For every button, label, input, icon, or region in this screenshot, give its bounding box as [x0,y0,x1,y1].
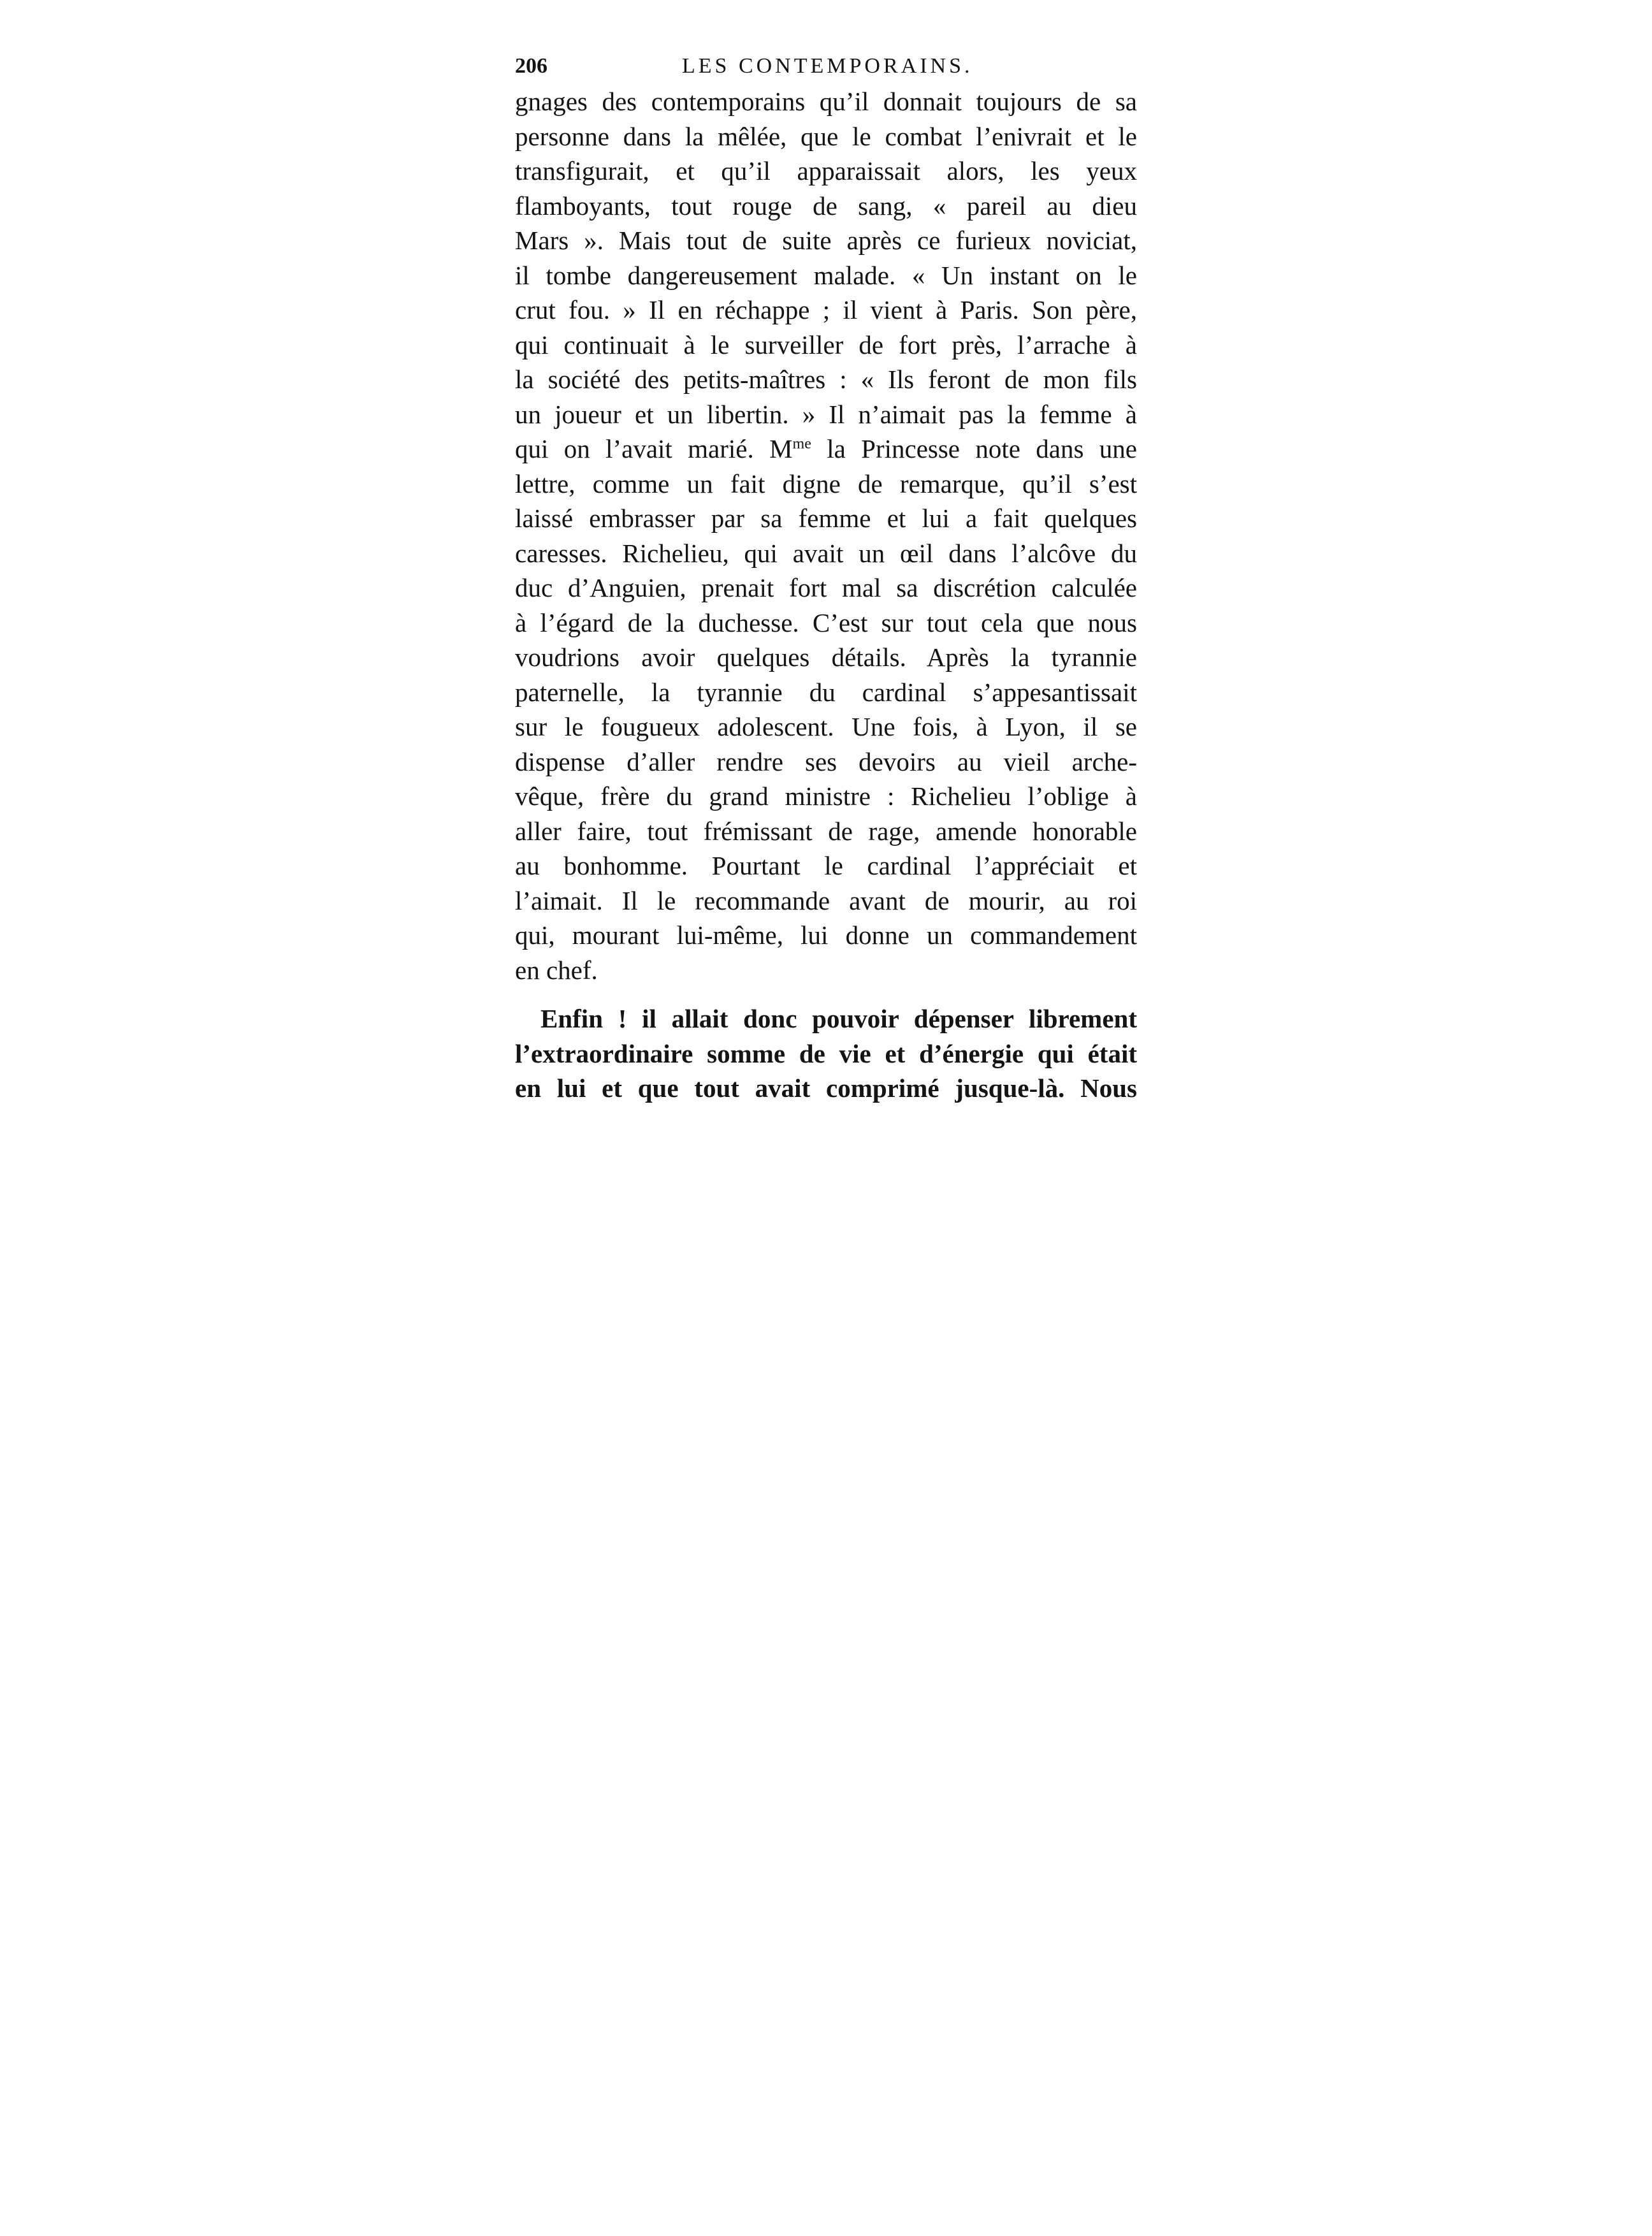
paragraph-gap [515,987,1137,1001]
text-line: en chef. [515,955,598,985]
text-line: personne dans la mêlée, que le combat l’enivrait et le [515,121,1137,151]
text-line-mme [515,432,1137,467]
text-line: lettre, comme un fait digne de remarque, qu’il s’est [515,468,1137,498]
text-line: en lui et que tout avait comprimé jusque-là. Nous [515,1073,1137,1103]
text-line: gnages des contemporains qu’il donnait toujours de sa [515,87,1137,116]
text-line: à l’égard de la duchesse. C’est sur tout cela que nous [515,607,1137,637]
text-line: crut fou. » Il en réchappe ; il vient à Paris. Son père, [515,295,1137,324]
mme-superscript: me [792,435,811,453]
text-line: qui, mourant lui-même, lui donne un commandement [515,920,1137,950]
body-text [515,84,1137,1106]
text-line: la société des petits-maîtres : « Ils feront de mon fils [515,365,1137,394]
text-line: au bonhomme. Pourtant le cardinal l’appréciait et [515,851,1137,880]
text-line: l’extraordinaire somme de vie et d’énergie qui était [515,1038,1137,1068]
text-line: l’aimait. Il le recommande avant de mourir, au roi [515,885,1137,915]
text-line: duc d’Anguien, prenait fort mal sa discrétion calculée [515,573,1137,602]
text-segment: la Princesse note dans une [811,434,1137,463]
text-line: paternelle, la tyrannie du cardinal s’appesantissait [515,677,1137,707]
text-line: vêque, frère du grand ministre : Richelieu l’oblige à [515,781,1137,811]
paragraph-1 [515,84,1137,987]
text-line: voudrions avoir quelques détails. Après la tyrannie [515,642,1137,672]
text-segment: qui on l’avait marié. M [515,434,793,463]
text-line: laissé embrasser par sa femme et lui a fait quelques [515,504,1137,533]
page-number: 206 [515,54,547,78]
text-line: il tombe dangereusement malade. « Un instant on le [515,260,1137,290]
text-line: un joueur et un libertin. » Il n’aimait pas la femme à [515,399,1137,429]
text-line: dispense d’aller rendre ses devoirs au vieil arche- [515,746,1137,776]
text-line: caresses. Richelieu, qui avait un œil dans l’alcôve du [515,538,1137,568]
paragraph-2 [515,1001,1137,1106]
text-line: sur le fougueux adolescent. Une fois, à Lyon, il se [515,712,1137,741]
running-head: LES CONTEMPORAINS. [682,54,973,78]
page-header [515,47,1152,85]
text-line: qui continuait à le surveiller de fort près, l’arrache à [515,330,1137,359]
text-line: flamboyants, tout rouge de sang, « pareil au dieu [515,191,1137,221]
text-line: transfigurait, et qu’il apparaissait alors, les yeux [515,156,1137,185]
text-line: aller faire, tout frémissant de rage, amende honorable [515,816,1137,846]
text-line: Enfin ! il allait donc pouvoir dépenser librement [540,1004,1137,1033]
text-line: Mars ». Mais tout de suite après ce furieux noviciat, [515,226,1137,255]
